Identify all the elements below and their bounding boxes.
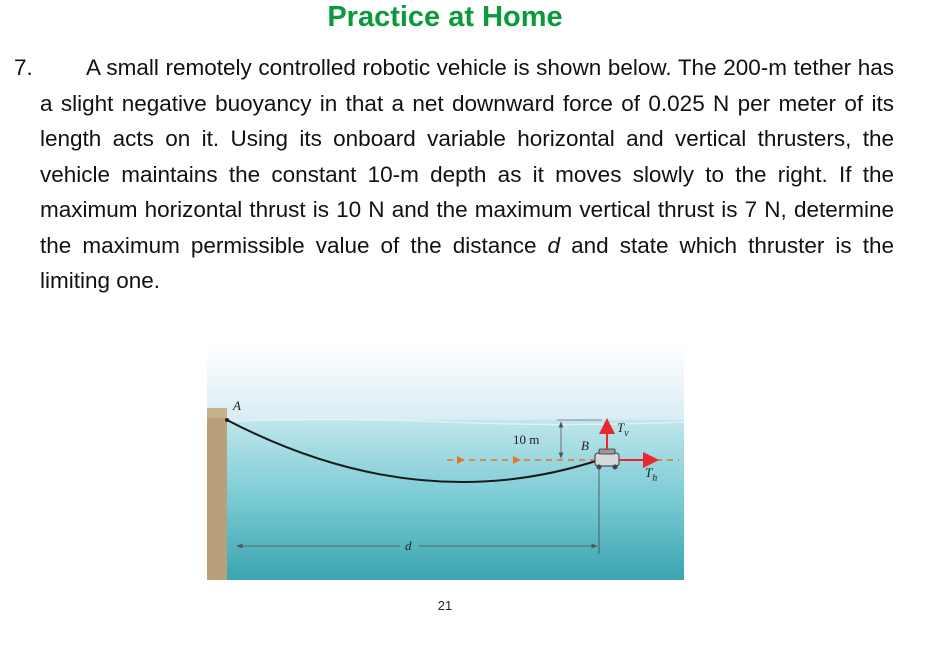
label-tv-sub: v <box>624 428 629 439</box>
vehicle-thruster-right <box>613 465 618 470</box>
label-tv-main: T <box>617 420 625 435</box>
problem-text-after: and state which thruster is the limiting one. <box>40 232 894 293</box>
dock-wall-top <box>207 408 227 418</box>
vehicle-body <box>595 453 619 466</box>
label-th-sub: h <box>652 473 658 484</box>
problem-variable-d: d <box>547 232 561 258</box>
problem-text <box>40 50 894 299</box>
label-th-main: T <box>645 465 653 480</box>
tether-diagram <box>207 344 684 580</box>
distance-label: d <box>405 538 412 553</box>
label-a: A <box>233 398 241 413</box>
sky-background <box>207 344 684 420</box>
dock-wall <box>207 408 227 580</box>
problem-statement <box>14 50 894 299</box>
slide-title: Practice at Home <box>327 1 563 33</box>
problem-text-before: A small remotely controlled robotic vehicle is shown below. The 200-m tether has a slight negative buoyancy in that a net downward force of 0.025 N per meter of its length acts on it. Using its onboard variable horizontal and vertical thrusters, the vehicle maintains the constant 10-m depth as it moves slowly to the right. If the maximum horizontal thrust is 10 N and the maximum vertical thrust is 7 N, determine the maximum permissible value of the distance <box>40 55 894 258</box>
page-number: 21 <box>437 598 453 613</box>
label-b: B <box>581 438 589 453</box>
depth-label: 10 m <box>513 432 540 447</box>
problem-number: 7. <box>14 55 33 80</box>
